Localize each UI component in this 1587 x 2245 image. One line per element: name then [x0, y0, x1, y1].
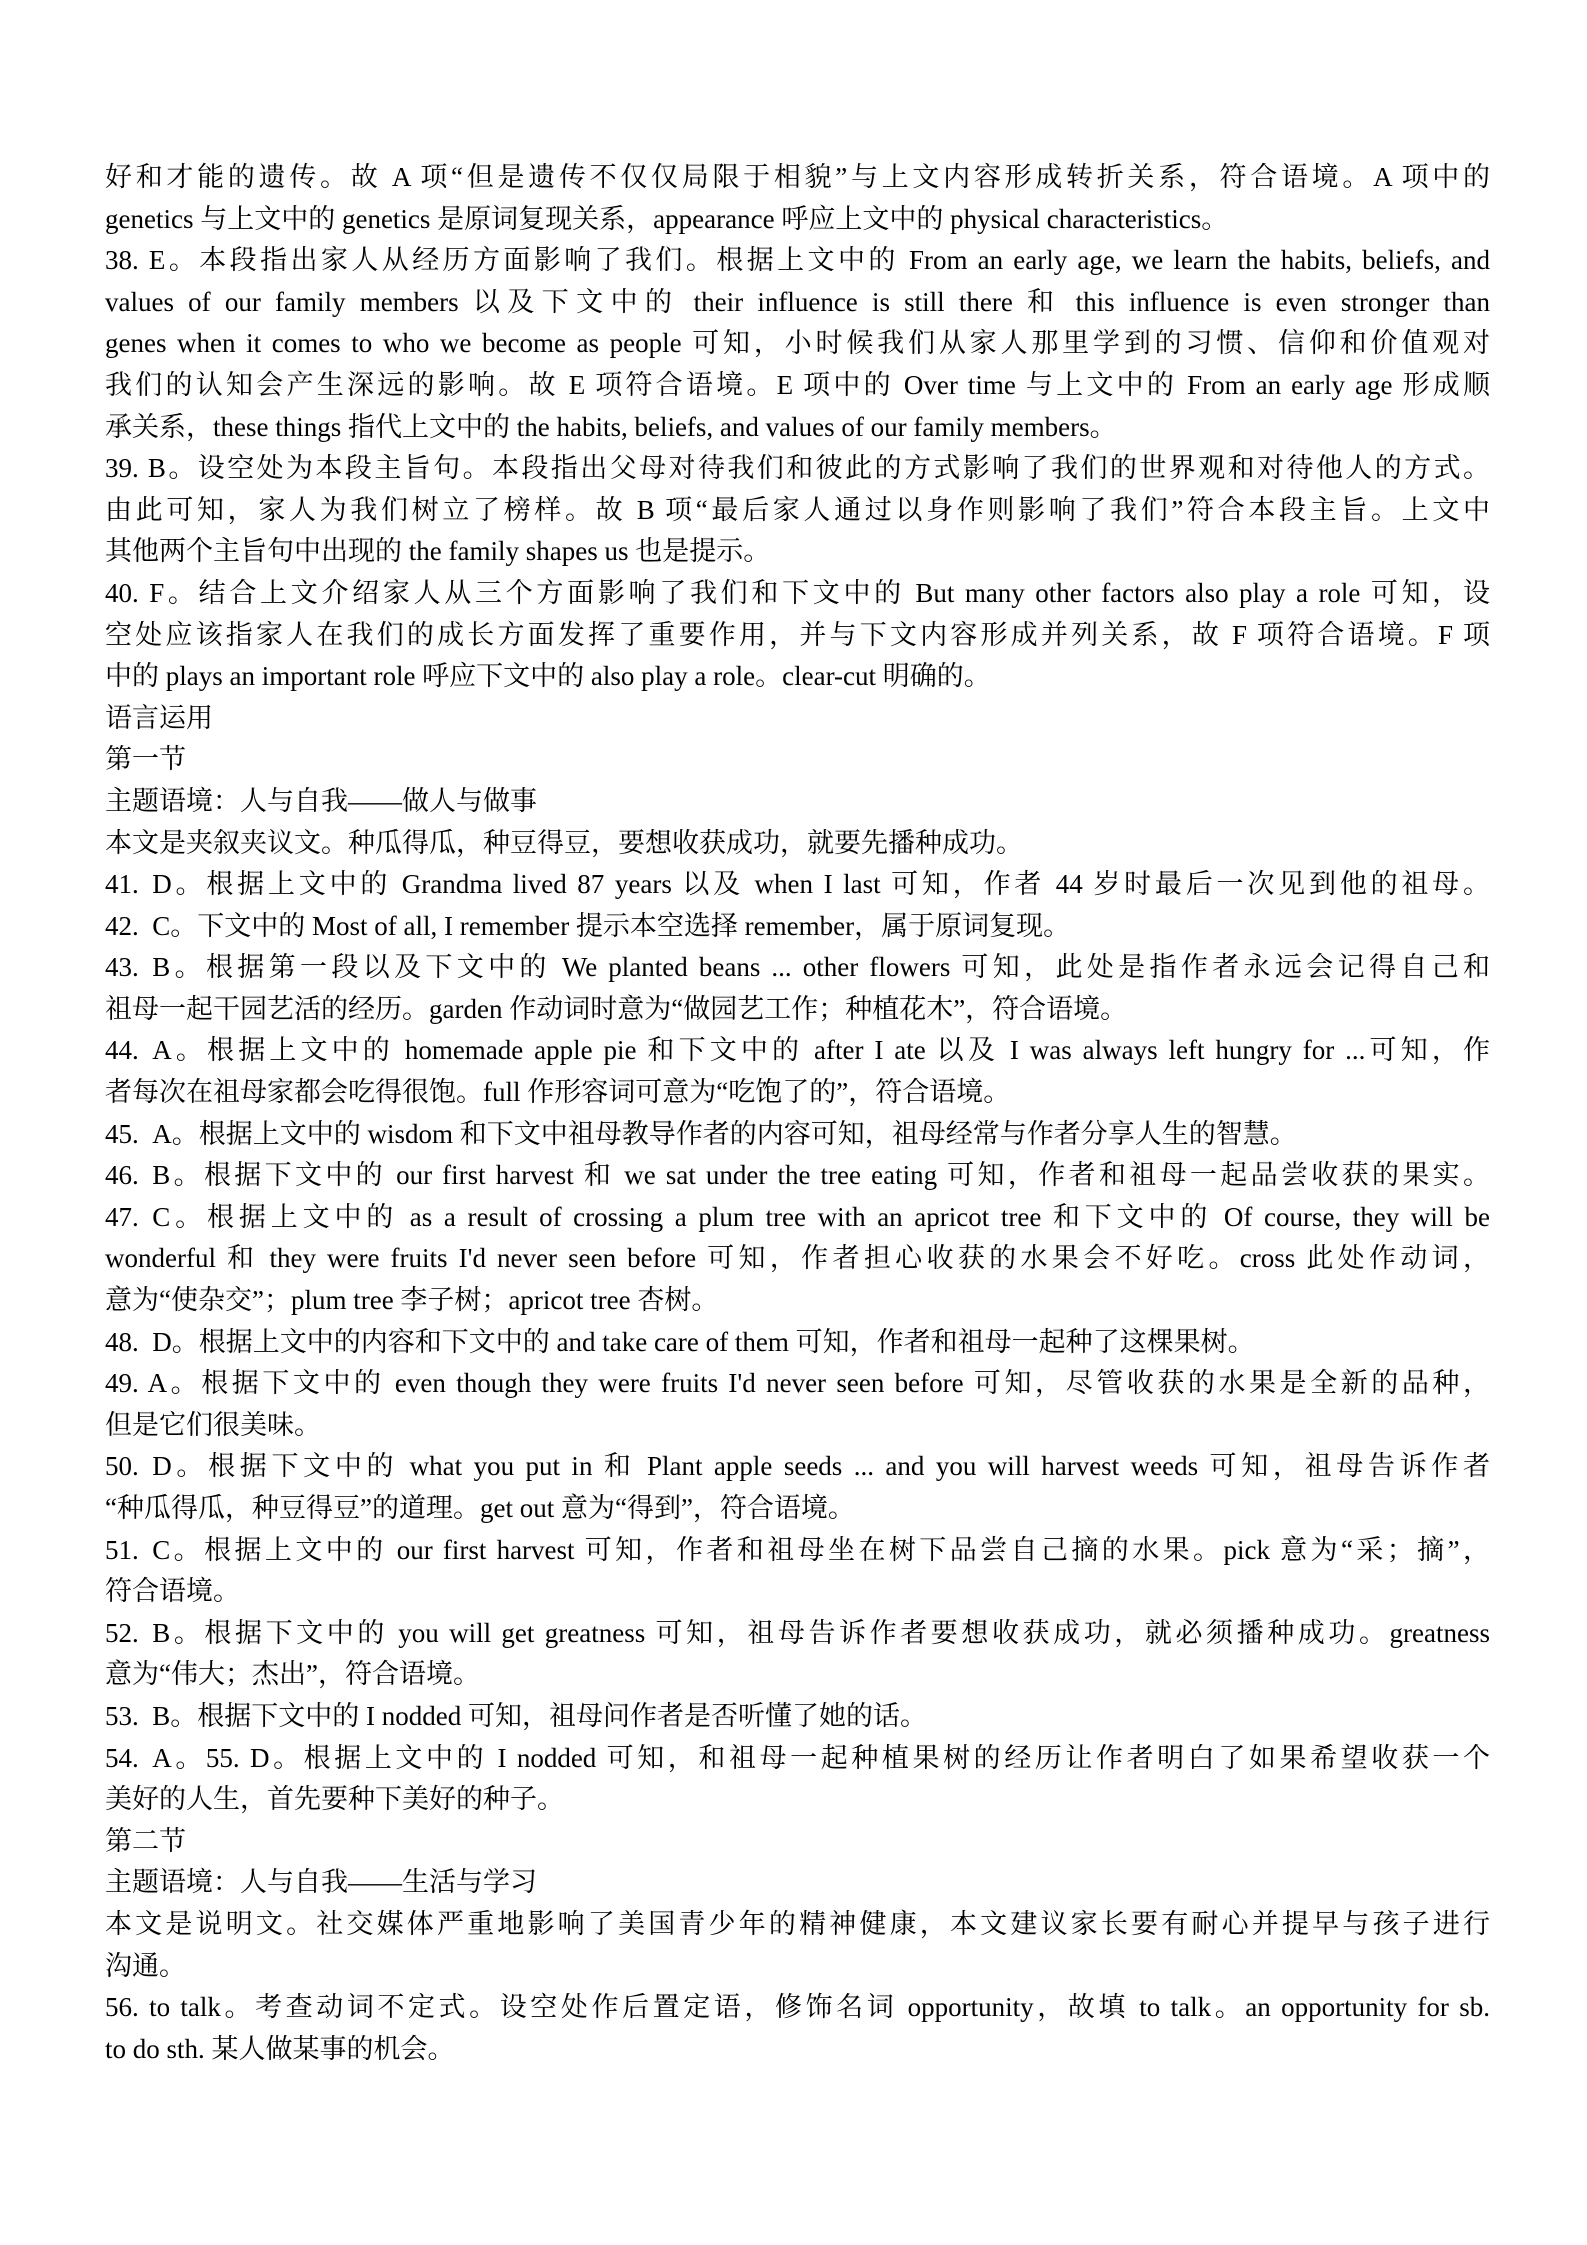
- document-text-block: [105, 157, 1490, 2070]
- answer-explanation-line: 52. B。根据下文中的 you will get greatness 可知，祖母告诉作者要想收获成功，就必须播种成功。greatness: [105, 1617, 1490, 1648]
- answer-explanation-line: 40. F。结合上文介绍家人从三个方面影响了我们和下文中的 But many other factors also play a role 可知，设: [105, 577, 1490, 608]
- answer-explanation-line: 41. D。根据上文中的 Grandma lived 87 years 以及 when I last 可知，作者 44 岁时最后一次见到他的祖母。: [105, 869, 1490, 900]
- answer-explanation-line: 43. B。根据第一段以及下文中的 We planted beans ... other flowers 可知，此处是指作者永远会记得自己和: [105, 952, 1490, 983]
- answer-explanation-line: genes when it comes to who we become as people 可知，小时候我们从家人那里学到的习惯、信仰和价值观对: [105, 328, 1490, 359]
- answer-explanation-line: 由此可知，家人为我们树立了榜样。故 B 项“最后家人通过以身作则影响了我们”符合本段主旨。上文中: [105, 494, 1490, 525]
- answer-explanation-line: 好和才能的遗传。故 A 项“但是遗传不仅仅局限于相貌”与上文内容形成转折关系，符合语境。A 项中的: [105, 162, 1490, 192]
- answer-explanation-line: 42. C。下文中的 Most of all, I remember 提示本空选择 remember，属于原词复现。: [105, 910, 1071, 941]
- answer-explanation-line: 祖母一起干园艺活的经历。garden 作动词时意为“做园艺工作；种植花木”，符合语境。: [105, 993, 1128, 1024]
- answer-explanation-line: “种瓜得瓜，种豆得豆”的道理。get out 意为“得到”，符合语境。: [105, 1493, 855, 1523]
- passage-summary-line: 本文是夹叙夹议文。种瓜得瓜，种豆得豆，要想收获成功，就要先播种成功。: [105, 827, 1023, 858]
- answer-explanation-line: genetics 与上文中的 genetics 是原词复现关系，appearance 呼应上文中的 physical characteristics。: [105, 203, 1229, 234]
- answer-explanation-line: 47. C。根据上文中的 as a result of crossing a plum tree with an apricot tree 和下文中的 Of course, they will be: [105, 1201, 1490, 1232]
- answer-explanation-line: 中的 plays an important role 呼应下文中的 also play a role。clear-cut 明确的。: [105, 661, 991, 692]
- answer-explanation-line: wonderful 和 they were fruits I'd never seen before 可知，作者担心收获的水果会不好吃。cross 此处作动词，: [105, 1243, 1490, 1274]
- answer-explanation-line: 承关系，these things 指代上文中的 the habits, beliefs, and values of our family members。: [105, 411, 1117, 442]
- answer-explanation-line: 39. B。设空处为本段主旨句。本段指出父母对待我们和彼此的方式影响了我们的世界观和对待他人的方式。: [105, 453, 1490, 484]
- answer-explanation-line: 56. to talk。考查动词不定式。设空处作后置定语，修饰名词 opportunity，故填 to talk。an opportunity for sb.: [105, 1992, 1490, 2023]
- answer-explanation-line: 但是它们很美味。: [105, 1409, 321, 1440]
- theme-context: 主题语境：人与自我——做人与做事: [105, 785, 537, 816]
- answer-explanation-line: 48. D。根据上文中的内容和下文中的 and take care of them 可知，作者和祖母一起种了这棵果树。: [105, 1326, 1255, 1357]
- answer-explanation-line: 44. A。根据上文中的 homemade apple pie 和下文中的 after I ate 以及 I was always left hungry for ...可知，作: [105, 1035, 1490, 1066]
- answer-explanation-line: to do sth. 某人做某事的机会。: [105, 2033, 455, 2064]
- answer-explanation-line: values of our family members 以及下文中的 their influence is still there 和 this influence is even stronger than: [105, 286, 1490, 317]
- section-title: 语言运用: [105, 702, 213, 733]
- answer-explanation-line: 38. E。本段指出家人从经历方面影响了我们。根据上文中的 From an early age, we learn the habits, beliefs, and: [105, 245, 1490, 276]
- answer-explanation-line: 意为“使杂交”；plum tree 李子树；apricot tree 杏树。: [105, 1285, 719, 1316]
- answer-explanation-line: 意为“伟大；杰出”，符合语境。: [105, 1659, 480, 1690]
- answer-explanation-line: 空处应该指家人在我们的成长方面发挥了重要作用，并与下文内容形成并列关系，故 F 项符合语境。F 项: [105, 619, 1490, 650]
- answer-explanation-line: 53. B。根据下文中的 I nodded 可知，祖母问作者是否听懂了她的话。: [105, 1700, 927, 1731]
- answer-explanation-line: 50. D。根据下文中的 what you put in 和 Plant apple seeds ... and you will harvest weeds 可知，祖母告诉作者: [105, 1451, 1490, 1482]
- answer-explanation-line: 51. C。根据上文中的 our first harvest 可知，作者和祖母坐在树下品尝自己摘的水果。pick 意为“采；摘”，: [105, 1534, 1490, 1565]
- answer-explanation-line: 54. A。55. D。根据上文中的 I nodded 可知，和祖母一起种植果树的经历让作者明白了如果希望收获一个: [105, 1742, 1490, 1773]
- answer-explanation-line: 45. A。根据上文中的 wisdom 和下文中祖母教导作者的内容可知，祖母经常与作者分享人生的智慧。: [105, 1118, 1297, 1149]
- answer-explanation-line: 46. B。根据下文中的 our first harvest 和 we sat under the tree eating 可知，作者和祖母一起品尝收获的果实。: [105, 1160, 1490, 1191]
- answer-explanation-line: 美好的人生，首先要种下美好的种子。: [105, 1784, 564, 1815]
- subsection-title: 第一节: [105, 744, 186, 775]
- theme-context: 主题语境：人与自我——生活与学习: [105, 1867, 537, 1898]
- answer-explanation-line: 其他两个主旨句中出现的 the family shapes us 也是提示。: [105, 536, 771, 567]
- answer-explanation-line: 49. A。根据下文中的 even though they were fruits I'd never seen before 可知，尽管收获的水果是全新的品种，: [105, 1368, 1490, 1399]
- subsection-title: 第二节: [105, 1825, 186, 1856]
- answer-explanation-line: 符合语境。: [105, 1576, 240, 1607]
- passage-summary-line: 沟通。: [105, 1950, 186, 1981]
- answer-explanation-line: 我们的认知会产生深远的影响。故 E 项符合语境。E 项中的 Over time 与上文中的 From an early age 形成顺: [105, 369, 1490, 400]
- passage-summary-line: 本文是说明文。社交媒体严重地影响了美国青少年的精神健康，本文建议家长要有耐心并提早与孩子进行: [105, 1908, 1490, 1939]
- answer-explanation-line: 者每次在祖母家都会吃得很饱。full 作形容词可意为“吃饱了的”，符合语境。: [105, 1077, 1011, 1108]
